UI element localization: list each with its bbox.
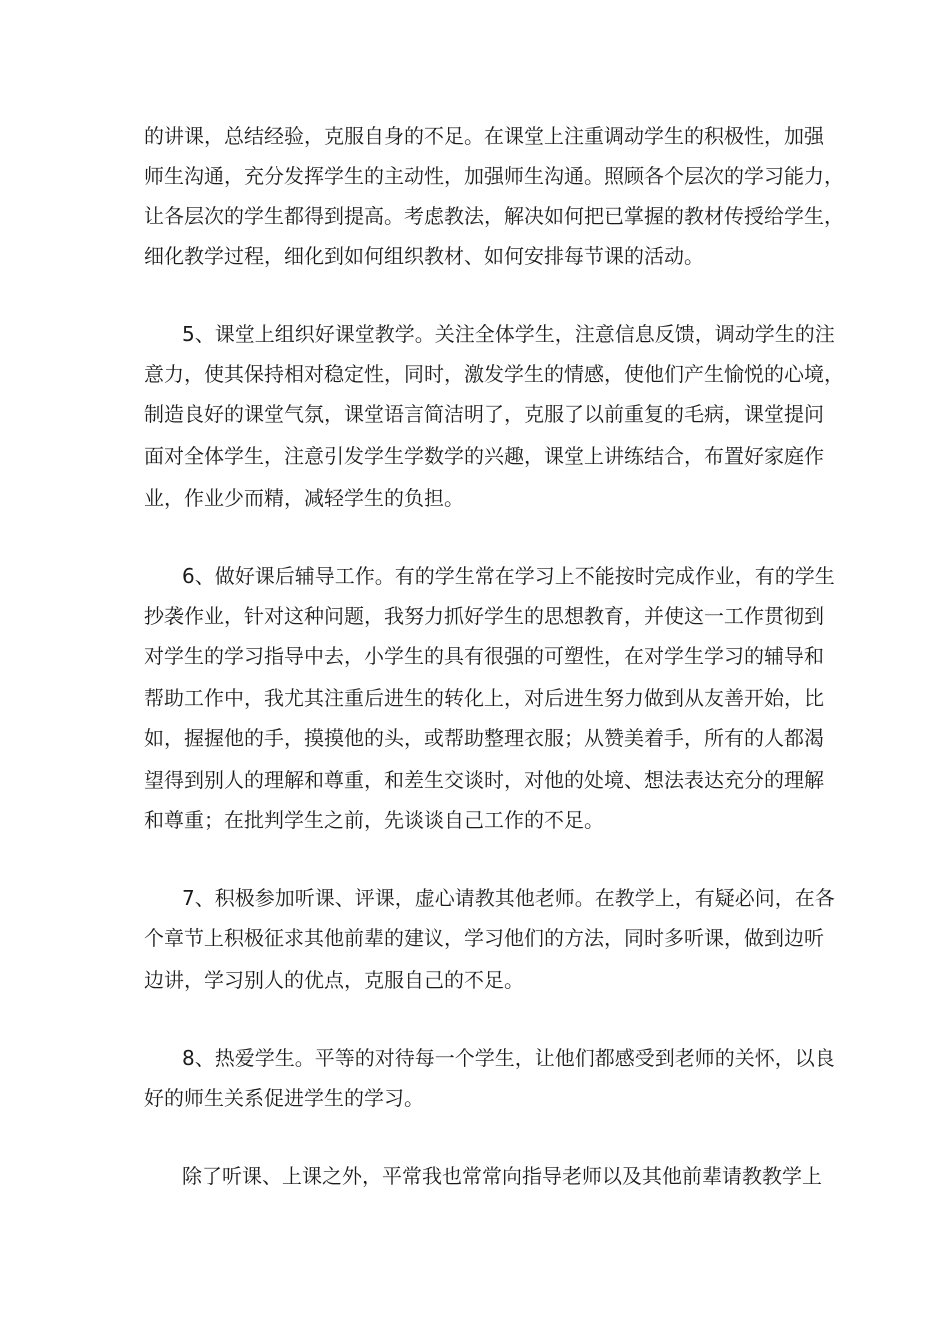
paragraph-3-line-4: [0, 680, 950, 716]
text-line: 好的师生关系促进学生的学习。: [144, 1086, 424, 1110]
text-line: 8、热爱学生。平等的对待每一个学生，让他们都感受到老师的关怀，以良: [182, 1046, 835, 1070]
text-line: 制造良好的课堂气氛，课堂语言简洁明了，克服了以前重复的毛病，课堂提问: [144, 402, 824, 426]
text-line: 意力，使其保持相对稳定性，同时，激发学生的情感，使他们产生愉悦的心境，: [144, 362, 844, 386]
text-line: 除了听课、上课之外，平常我也常常向指导老师以及其他前辈请教教学上: [182, 1164, 822, 1188]
paragraph-1-line-4: [0, 238, 950, 274]
text-line: 细化教学过程，细化到如何组织教材、如何安排每节课的活动。: [144, 244, 704, 268]
paragraph-2-line-5: [0, 480, 950, 516]
text-line: 边讲，学习别人的优点，克服自己的不足。: [144, 968, 524, 992]
paragraph-3-line-2: [0, 598, 950, 634]
text-line: 6、做好课后辅导工作。有的学生常在学习上不能按时完成作业，有的学生: [182, 564, 835, 588]
paragraph-5-line-1: [0, 1040, 950, 1076]
paragraph-1-line-2: [0, 158, 950, 194]
paragraph-2-line-3: [0, 396, 950, 432]
text-line: 的讲课，总结经验，克服自身的不足。在课堂上注重调动学生的积极性，加强: [144, 124, 824, 148]
paragraph-4-line-2: [0, 920, 950, 956]
paragraph-2-line-1: [0, 316, 950, 352]
paragraph-4-line-3: [0, 962, 950, 998]
text-line: 业，作业少而精，减轻学生的负担。: [144, 486, 464, 510]
paragraph-2-line-2: [0, 356, 950, 392]
paragraph-3-line-3: [0, 638, 950, 674]
text-line: 让各层次的学生都得到提高。考虑教法，解决如何把已掌握的教材传授给学生，: [144, 204, 844, 228]
text-line: 7、积极参加听课、评课，虚心请教其他老师。在教学上，有疑必问，在各: [182, 886, 835, 910]
text-line: 5、课堂上组织好课堂教学。关注全体学生，注意信息反馈，调动学生的注: [182, 322, 835, 346]
text-line: 和尊重；在批判学生之前，先谈谈自己工作的不足。: [144, 808, 604, 832]
text-line: 如，握握他的手，摸摸他的头，或帮助整理衣服；从赞美着手，所有的人都渴: [144, 726, 824, 750]
text-line: 个章节上积极征求其他前辈的建议，学习他们的方法，同时多听课，做到边听: [144, 926, 824, 950]
text-line: 望得到别人的理解和尊重，和差生交谈时，对他的处境、想法表达充分的理解: [144, 768, 824, 792]
paragraph-3-line-1: [0, 558, 950, 594]
paragraph-1-line-3: [0, 198, 950, 234]
text-line: 帮助工作中，我尤其注重后进生的转化上，对后进生努力做到从友善开始，比: [144, 686, 824, 710]
text-line: 师生沟通，充分发挥学生的主动性，加强师生沟通。照顾各个层次的学习能力，: [144, 164, 844, 188]
text-line: 抄袭作业，针对这种问题，我努力抓好学生的思想教育，并使这一工作贯彻到: [144, 604, 824, 628]
paragraph-6-line-1: [0, 1158, 950, 1194]
text-line: 对学生的学习指导中去，小学生的具有很强的可塑性，在对学生学习的辅导和: [144, 644, 824, 668]
paragraph-3-line-5: [0, 720, 950, 756]
paragraph-2-line-4: [0, 438, 950, 474]
text-line: 面对全体学生，注意引发学生学数学的兴趣，课堂上讲练结合，布置好家庭作: [144, 444, 824, 468]
paragraph-3-line-7: [0, 802, 950, 838]
paragraph-5-line-2: [0, 1080, 950, 1116]
paragraph-3-line-6: [0, 762, 950, 798]
paragraph-4-line-1: [0, 880, 950, 916]
paragraph-1-line-1: [0, 118, 950, 154]
